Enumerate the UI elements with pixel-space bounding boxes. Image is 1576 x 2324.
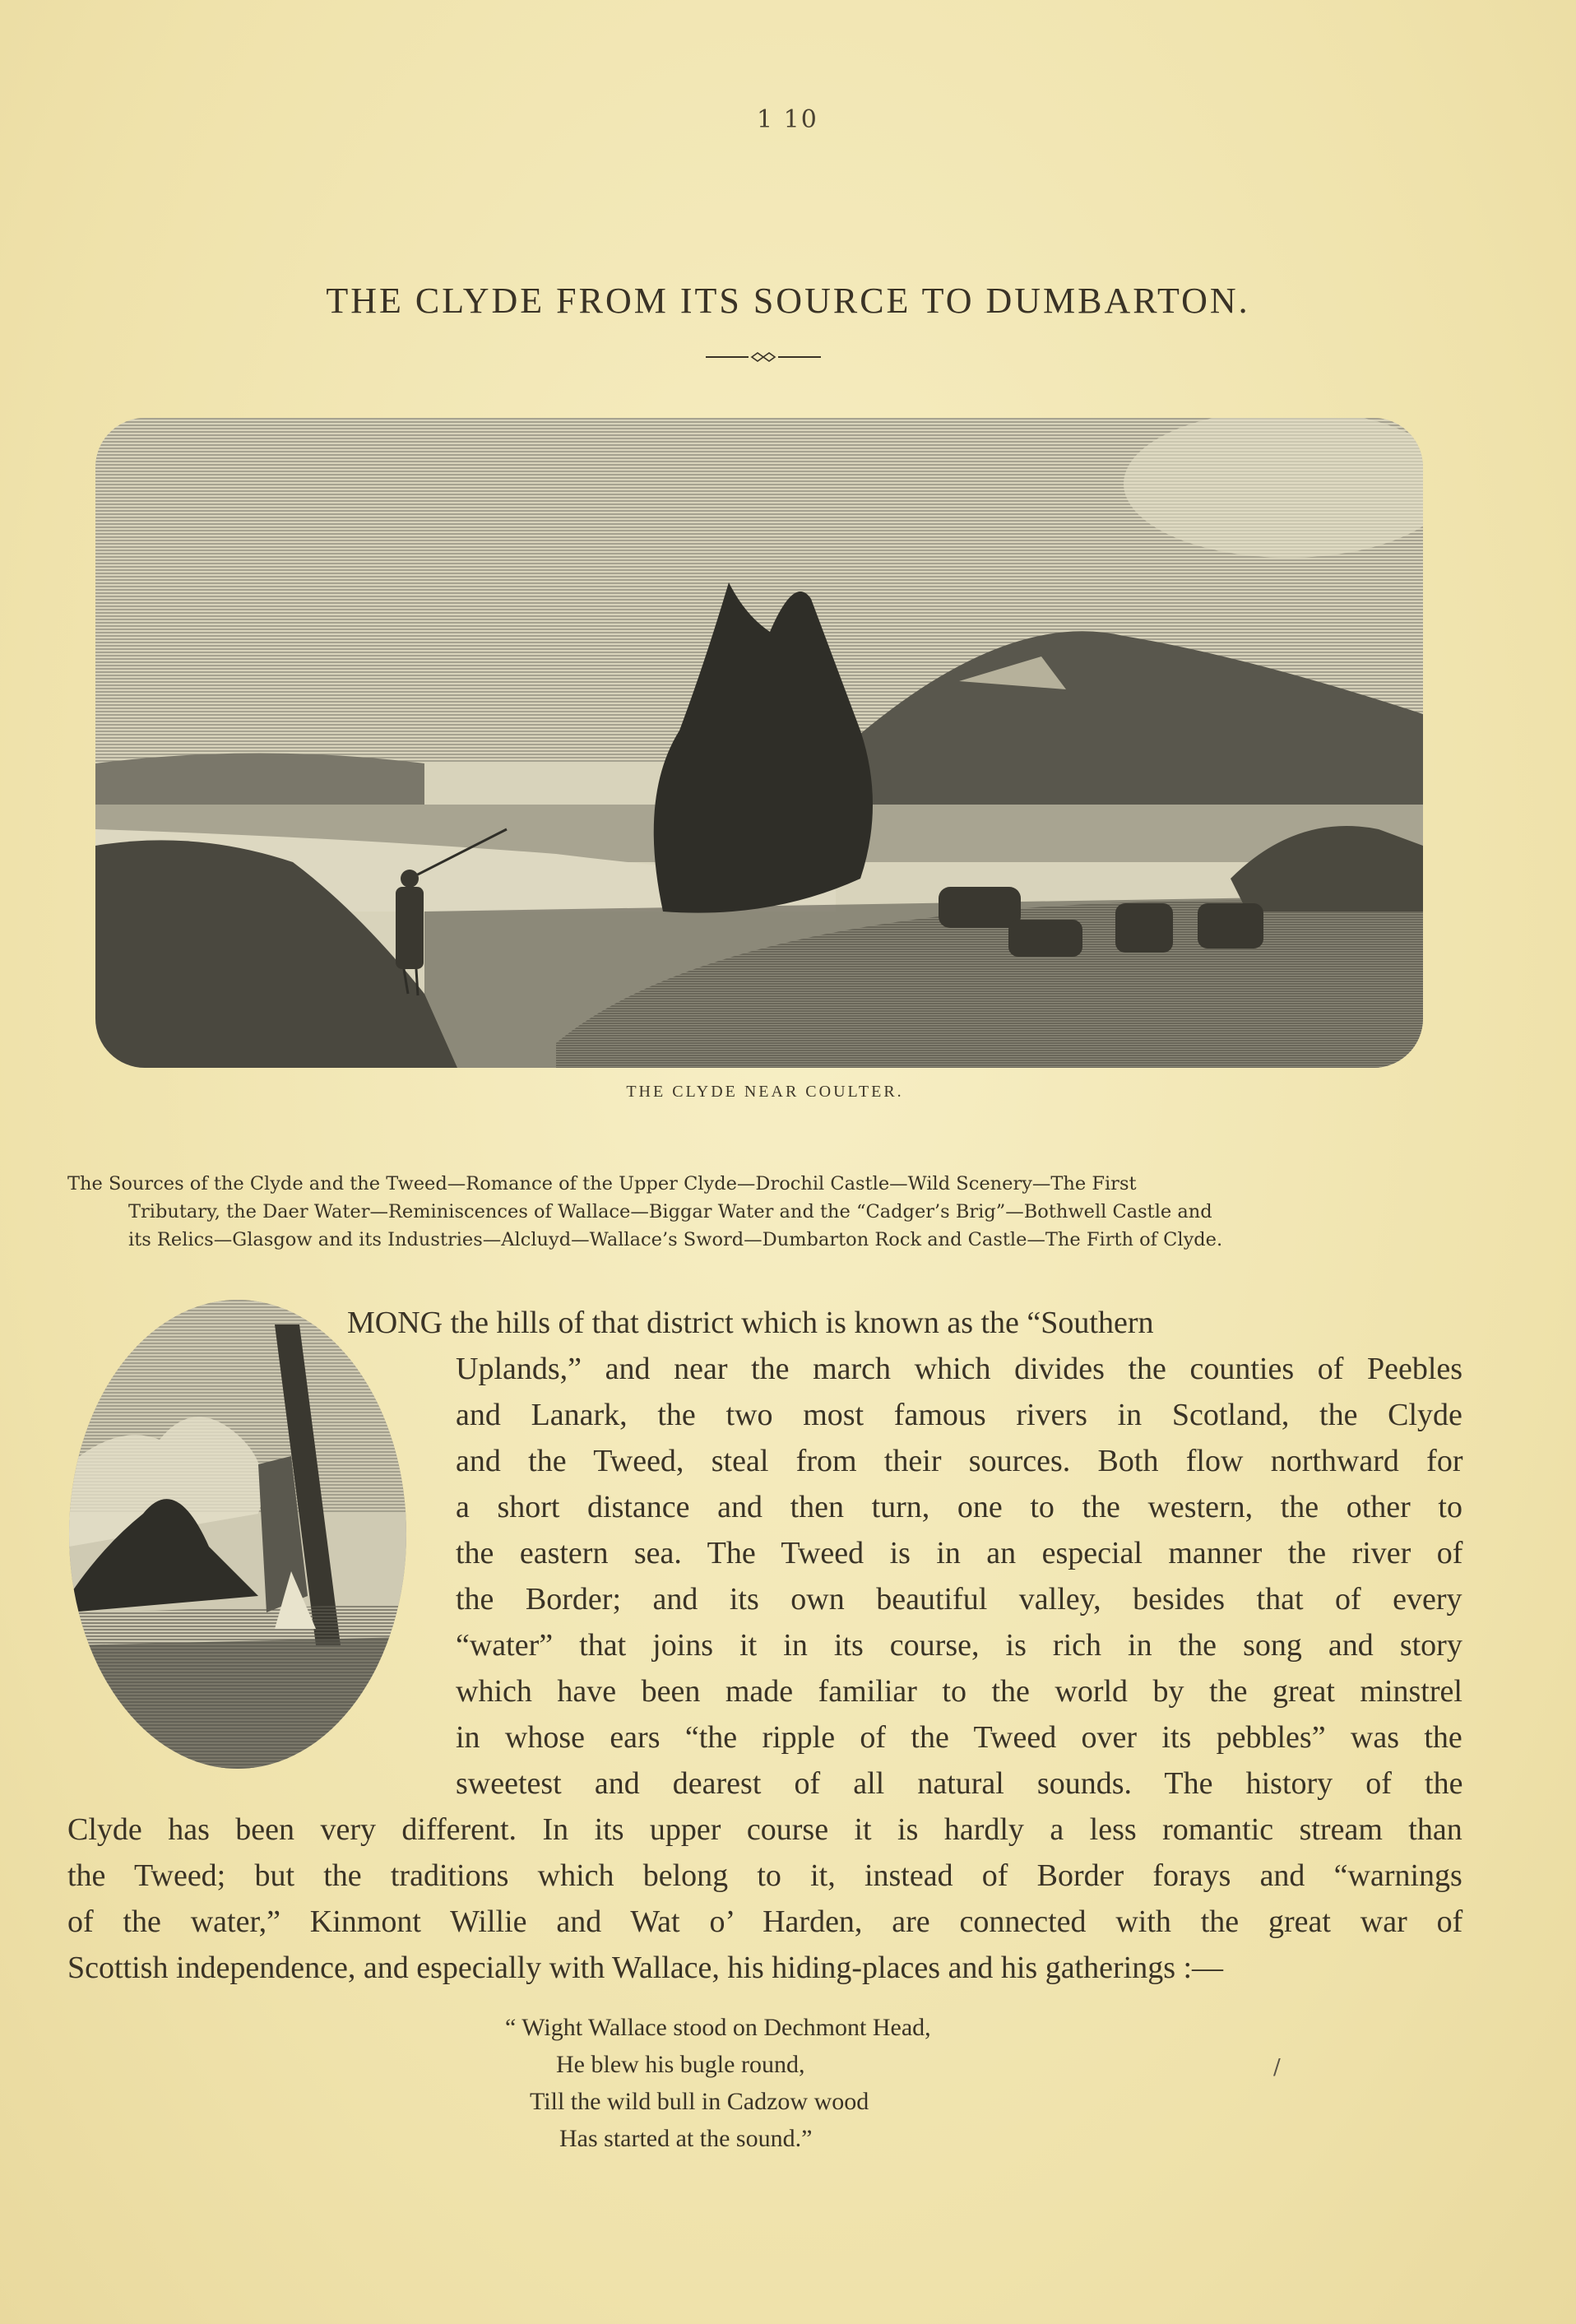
body-line: Scottish independence, and especially with Wallace, his hiding-places and his gatherings :— xyxy=(67,1951,1224,1985)
body-line: which have been made familiar to the world by the great minstrel xyxy=(456,1674,1462,1709)
title-ornament xyxy=(706,349,821,365)
body-line: Uplands,” and near the march which divides the counties of Peebles xyxy=(456,1352,1463,1386)
body-line: Clyde has been very different. In its upper course it is hardly a less romantic stream than xyxy=(67,1812,1462,1847)
verse-line: He blew his bugle round, xyxy=(556,2051,805,2078)
body-line: MONG the hills of that district which is known as the “Southern xyxy=(347,1306,1154,1340)
margin-pencil-mark: / xyxy=(1273,2055,1281,2080)
page-number: 1 10 xyxy=(757,105,818,134)
chapter-synopsis xyxy=(67,1170,1458,1254)
body-line: the Tweed; but the traditions which belong to it, instead of Border forays and “warnings xyxy=(67,1858,1462,1893)
plate-caption: THE CLYDE NEAR COULTER. xyxy=(626,1083,904,1101)
body-line: and the Tweed, steal from their sources. Both flow northward for xyxy=(456,1444,1463,1478)
chapter-title: THE CLYDE FROM ITS SOURCE TO DUMBARTON. xyxy=(326,281,1250,321)
synopsis-line: The Sources of the Clyde and the Tweed—Romance of the Upper Clyde—Drochil Castle—Wild Scenery—The First xyxy=(67,1173,1137,1194)
body-line: and Lanark, the two most famous rivers in Scotland, the Clyde xyxy=(456,1398,1462,1432)
verse-line: “ Wight Wallace stood on Dechmont Head, xyxy=(505,2014,931,2041)
verse-line: Has started at the sound.” xyxy=(559,2125,813,2152)
body-line: the Border; and its own beautiful valley, besides that of every xyxy=(456,1582,1462,1617)
body-line: “water” that joins it in its course, is rich in the song and story xyxy=(456,1628,1462,1663)
body-line: a short distance and then turn, one to the western, the other to xyxy=(456,1490,1462,1524)
body-line: of the water,” Kinmont Willie and Wat o’ Harden, are connected with the great war of xyxy=(67,1904,1463,1939)
body-line: in whose ears “the ripple of the Tweed over its pebbles” was the xyxy=(456,1720,1462,1755)
body-line: the eastern sea. The Tweed is in an especial manner the river of xyxy=(456,1536,1463,1570)
synopsis-line: its Relics—Glasgow and its Industries—Alcluyd—Wallace’s Sword—Dumbarton Rock and Castle—The Firth of Clyde. xyxy=(128,1229,1223,1250)
verse-line: Till the wild bull in Cadzow wood xyxy=(530,2088,869,2115)
engraving-clyde-near-coulter xyxy=(95,418,1423,1068)
synopsis-line: Tributary, the Daer Water—Reminiscences of Wallace—Biggar Water and the “Cadger’s Brig”—Bothwell Castle and xyxy=(128,1201,1212,1222)
body-line: sweetest and dearest of all natural sounds. The history of the xyxy=(456,1766,1463,1801)
vignette-dumbarton-rock xyxy=(69,1300,406,1769)
